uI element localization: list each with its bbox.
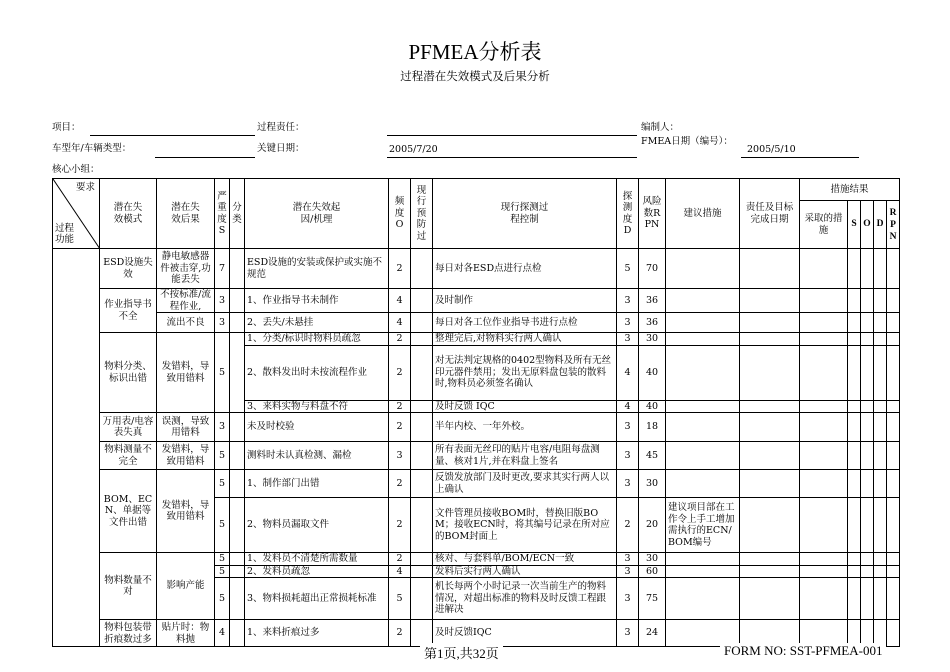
cause: 2、物料员漏取文件 — [245, 498, 389, 553]
table-row — [53, 553, 900, 566]
occurrence: 4 — [389, 565, 411, 578]
detection-control: 及时制作 — [433, 289, 617, 313]
occurrence: 2 — [389, 413, 411, 442]
cause: 1、作业指导书未制作 — [245, 289, 389, 313]
detection: 3 — [617, 313, 639, 333]
table-row — [53, 249, 900, 289]
detection: 3 — [617, 620, 639, 647]
class-header: 分类 — [230, 179, 245, 249]
rpn: 75 — [639, 578, 666, 620]
fmea-date-label: FMEA日期（编号）： — [641, 136, 733, 147]
cause: 3、物料损耗超出正常损耗标准 — [245, 578, 389, 620]
occurrence: 2 — [389, 620, 411, 647]
detection: 3 — [617, 565, 639, 578]
detection-control: 每日对各工位作业指导书进行点检 — [433, 313, 617, 333]
fmea-date-field[interactable] — [741, 145, 859, 158]
detection: 3 — [617, 413, 639, 442]
failure-mode: 物料数量不对 — [100, 553, 157, 620]
severity: 7 — [215, 249, 230, 289]
results-header: 措施结果 — [800, 179, 900, 201]
detection: 3 — [617, 333, 639, 346]
occurrence: 2 — [389, 498, 411, 553]
severity: 5 — [215, 553, 230, 566]
detection-control: 对无法判定规格的0402型物料及所有无丝印元器件禁用；发出无原料盘包装的散料时,物料员必须签名确认 — [433, 345, 617, 400]
severity: 4 — [215, 620, 230, 647]
detection-control: 半年内校、一年外校。 — [433, 413, 617, 442]
failure-effect: 发错料，导致用错料 — [157, 470, 215, 553]
cause: 1、来料折痕过多 — [245, 620, 389, 647]
cause: 1、制作部门出错 — [245, 470, 389, 498]
pfmea-table — [52, 178, 900, 647]
failure-mode: 物料包装带折痕数过多 — [100, 620, 157, 647]
failure-effect: 静电敏感器件被击穿,功能丢失 — [157, 249, 215, 289]
key-date-field[interactable] — [387, 145, 637, 158]
severity: 5 — [215, 578, 230, 620]
d-header: D — [874, 201, 887, 249]
detection-control-header: 现行探测过程控制 — [433, 179, 617, 249]
table-row — [53, 413, 900, 442]
s-header: S — [848, 201, 861, 249]
table-row — [53, 289, 900, 313]
vehicle-field[interactable] — [155, 145, 255, 158]
document-title: PFMEA分析表 — [408, 40, 542, 64]
failure-mode: 万用表/电容表失真 — [100, 413, 157, 442]
key-date-label: 关键日期： — [257, 143, 305, 154]
severity: 3 — [215, 413, 230, 442]
effect-header: 潜在失效后果 — [157, 179, 215, 249]
prevention-header: 现行预防过 — [411, 179, 433, 249]
cause: 未及时校验 — [245, 413, 389, 442]
failure-mode: 物料分类、标识出错 — [100, 333, 157, 413]
rpn: 36 — [639, 289, 666, 313]
rpn: 40 — [639, 345, 666, 400]
detection-control: 所有表面无丝印的贴片电容/电阻每盘测量、核对1片,并在料盘上签名 — [433, 442, 617, 470]
occurrence-header: 频度O — [389, 179, 411, 249]
occurrence: 2 — [389, 345, 411, 400]
severity: 5 — [215, 498, 230, 553]
failure-effect: 流出不良 — [157, 313, 215, 333]
cause: 2、发料员疏忽 — [245, 565, 389, 578]
process-responsibility-field[interactable] — [387, 123, 637, 136]
page-number: 第1页,共32页 — [420, 643, 503, 662]
detection-control: 机长每两个小时记录一次当前生产的物料情况，对超出标准的物料及时反馈工程跟进解决 — [433, 578, 617, 620]
rpn-header: 风险数RPN — [639, 179, 666, 249]
detection-control: 文件管理员接收BOM时，替换旧版BOM；接收ECN时，将其编号记录在所对应的BOM封面上 — [433, 498, 617, 553]
failure-mode-header: 潜在失效模式 — [100, 179, 157, 249]
rpn: 30 — [639, 553, 666, 566]
severity: 3 — [215, 313, 230, 333]
detection-control: 核对、与套料单/BOM/ECN一致 — [433, 553, 617, 566]
detection: 2 — [617, 498, 639, 553]
detection: 5 — [617, 249, 639, 289]
severity: 5 — [215, 442, 230, 470]
cause: 2、散料发出时未按流程作业 — [245, 345, 389, 400]
detection-control: 及时反馈 IQC — [433, 400, 617, 413]
r-header: R P N — [887, 201, 900, 249]
detection: 4 — [617, 400, 639, 413]
process-function-header: 过程功能 — [55, 223, 75, 245]
process-responsibility-label: 过程责任： — [257, 122, 305, 133]
table-row — [53, 333, 900, 346]
document-subtitle: 过程潜在失效模式及后果分析 — [400, 69, 550, 83]
cause: 2、丢失/未悬挂 — [245, 313, 389, 333]
rpn: 20 — [639, 498, 666, 553]
process-function-cell — [53, 249, 100, 647]
severity: 3 — [215, 289, 230, 313]
requirement-function-header — [53, 179, 100, 249]
occurrence: 5 — [389, 578, 411, 620]
severity: 5 — [215, 333, 230, 413]
o-header: O — [861, 201, 874, 249]
requirement-header: 要求 — [75, 182, 95, 193]
cause: ESD设施的安装或保护或实施不规范 — [245, 249, 389, 289]
detection-control: 每日对各ESD点进行点检 — [433, 249, 617, 289]
detection-header: 探测度D — [617, 179, 639, 249]
action-taken-header: 采取的措施 — [800, 201, 848, 249]
prepared-by-label: 编制人： — [641, 122, 680, 133]
occurrence: 2 — [389, 470, 411, 498]
failure-mode: BOM、ECN、单据等文件出错 — [100, 470, 157, 553]
failure-effect: 不按标准/流程作业, — [157, 289, 215, 313]
detection: 3 — [617, 578, 639, 620]
detection-control: 发料后实行两人确认 — [433, 565, 617, 578]
rpn: 70 — [639, 249, 666, 289]
occurrence: 2 — [389, 333, 411, 346]
project-field[interactable] — [90, 123, 255, 136]
detection-control: 反馈发放部门及时更改,要求其实行两人以上确认 — [433, 470, 617, 498]
failure-effect: 误测，导致用错料 — [157, 413, 215, 442]
failure-effect: 发错料，导致用错料 — [157, 442, 215, 470]
occurrence: 4 — [389, 289, 411, 313]
occurrence: 2 — [389, 553, 411, 566]
cause: 3、来料实物与料盘不符 — [245, 400, 389, 413]
occurrence: 3 — [389, 442, 411, 470]
severity: 5 — [215, 470, 230, 498]
detection: 3 — [617, 289, 639, 313]
detection: 4 — [617, 345, 639, 400]
failure-effect: 贴片时：物料抛 — [157, 620, 215, 647]
rpn: 60 — [639, 565, 666, 578]
cause: 1、发料员不清楚所需数量 — [245, 553, 389, 566]
rpn: 30 — [639, 470, 666, 498]
core-team-label: 核心小组： — [52, 164, 100, 175]
occurrence: 2 — [389, 400, 411, 413]
detection: 3 — [617, 470, 639, 498]
severity-header: 严重度S — [215, 179, 230, 249]
rpn: 40 — [639, 400, 666, 413]
detection-control: 整理完后,对物料实行两人确认 — [433, 333, 617, 346]
table-row — [53, 470, 900, 498]
fmea-date-value: 2005/5/10 — [747, 144, 796, 155]
occurrence: 2 — [389, 249, 411, 289]
failure-mode: 物料测量不完全 — [100, 442, 157, 470]
cause: 1、分类/标识时物料员疏忽 — [245, 333, 389, 346]
recommended-header: 建议措施 — [666, 179, 740, 249]
failure-mode: 作业指导书不全 — [100, 289, 157, 333]
project-label: 项目： — [52, 122, 81, 133]
responsibility-header: 责任及目标完成日期 — [740, 179, 800, 249]
rpn: 30 — [639, 333, 666, 346]
failure-effect: 发错料，导致用错料 — [157, 333, 215, 413]
key-date-value: 2005/7/20 — [389, 144, 438, 155]
recommended-action: 建议项目部在工作令上手工增加需执行的ECN/BOM编号 — [666, 498, 740, 553]
vehicle-label: 车型年/车辆类型： — [52, 143, 132, 154]
failure-effect: 影响产能 — [157, 553, 215, 620]
rpn: 18 — [639, 413, 666, 442]
rpn: 24 — [639, 620, 666, 647]
form-number: FORM NO: SST-PFMEA-001 — [720, 643, 886, 659]
table-row — [53, 313, 900, 333]
failure-mode: ESD设施失效 — [100, 249, 157, 289]
detection: 3 — [617, 553, 639, 566]
rpn: 36 — [639, 313, 666, 333]
cause-header: 潜在失效起因/机理 — [245, 179, 389, 249]
detection: 3 — [617, 442, 639, 470]
rpn: 45 — [639, 442, 666, 470]
occurrence: 4 — [389, 313, 411, 333]
severity: 5 — [215, 565, 230, 578]
table-row — [53, 442, 900, 470]
cause: 测料时未认真检测、漏检 — [245, 442, 389, 470]
detection-control: 及时反馈IQC — [433, 620, 617, 647]
